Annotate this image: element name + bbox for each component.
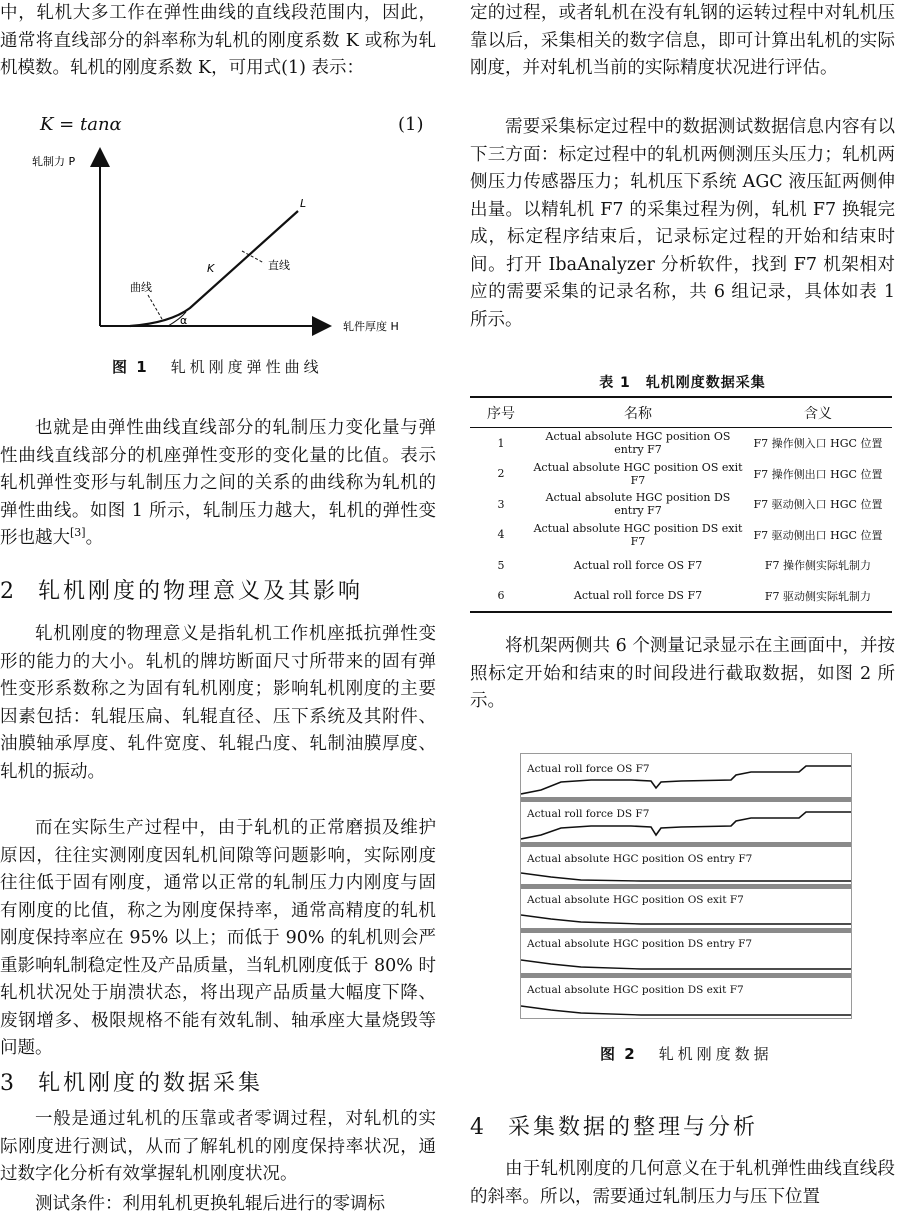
trace-hgc-os-exit: [521, 889, 851, 928]
header-meaning: 含义: [744, 397, 892, 428]
paragraph-elastic-curve-end: 。: [85, 528, 104, 548]
cell-meaning: F7 操作侧入口 HGC 位置: [753, 437, 883, 451]
curve-leader: [148, 295, 162, 319]
cell-meaning: F7 驱动侧入口 HGC 位置: [753, 498, 883, 512]
section-2-title: 轧机刚度的物理意义及其影响: [38, 579, 364, 604]
cell-meaning: F7 驱动侧出口 HGC 位置: [753, 528, 883, 542]
section-4-heading: [470, 1110, 758, 1141]
cell-name: Actual absolute HGC position OS entry F7: [545, 430, 731, 457]
paragraph-stiffness-coefficient: 中，轧机大多工作在弹性曲线的直线段范围内，因此，通常将直线部分的斜率称为轧机的刚度系数 K 或称为轧机模数。轧机的刚度系数 K，可用式(1) 表示：: [0, 3, 436, 78]
label-l: L: [300, 197, 307, 210]
paragraph-collection-content: 需要采集标定过程中的数据测试数据信息内容有以下三方面：标定过程中的轧机两侧测压头压力；轧机两侧压力传感器压力；轧机压下系统 AGC 液压缸两侧伸出量。以精轧机 F7 的采集过程为例，轧机 F7 换辊完成，标定程序结束后，记录标定过程的开始和结束时间。打开 IbaAnalyzer 分析软件，找到 F7 机架相对应的需要采集的记录名称，共 6 组记录，具体如表 1 所示。: [470, 117, 895, 330]
table-row: [470, 550, 892, 581]
section-3-heading: [0, 1066, 263, 1097]
section-3-title: 轧机刚度的数据采集: [38, 1071, 264, 1096]
table-1-stiffness-data: [470, 396, 892, 613]
formula-number: (1): [398, 114, 424, 135]
paragraph-elastic-curve: [0, 415, 436, 553]
figure-1-caption-text: 轧机刚度弹性曲线: [170, 358, 323, 376]
figure-2-caption-number: 图 2: [600, 1045, 637, 1063]
table-header-row: [470, 397, 892, 428]
y-axis-label: 轧制力 P: [32, 155, 76, 168]
table-row: [470, 459, 892, 490]
section-2-heading: [0, 574, 363, 605]
header-index: 序号: [470, 397, 532, 428]
figure-1-caption: [112, 356, 323, 377]
figure-2-caption-text: 轧机刚度数据: [658, 1045, 773, 1063]
cell-index: 1: [497, 436, 505, 450]
cell-name: Actual absolute HGC position DS entry F7: [545, 491, 731, 518]
figure-2-caption: [600, 1043, 773, 1064]
trace-line-roll-force-os: [521, 754, 851, 797]
figure-2-trace-screenshot: [520, 753, 852, 1019]
cell-name: Actual absolute HGC position DS exit F7: [533, 521, 743, 548]
trace-line-hgc-os-entry: [521, 847, 851, 884]
trace-line-hgc-ds-exit: [521, 978, 851, 1018]
paragraph-data-collection-method: 一般是通过轧机的压靠或者零调过程，对轧机的实际刚度进行测试，从而了解轧机的刚度保持率状况，通过数字化分析有效掌握轧机刚度状况。: [0, 1109, 436, 1184]
cell-meaning: F7 操作侧实际轧制力: [764, 559, 872, 573]
cell-index: 4: [497, 528, 505, 542]
table-1-title: 表 1 轧机刚度数据采集: [599, 375, 766, 391]
trace-hgc-ds-entry: [521, 933, 851, 973]
trace-roll-force-os: [521, 754, 851, 797]
formula-k-tan-alpha: K = tanα: [40, 114, 122, 135]
paragraph-physical-meaning: 轧机刚度的物理意义是指轧机工作机座抵抗弹性变形的能力的大小。轧机的牌坊断面尺寸所带来的固有弹性变形系数称之为固有轧机刚度；影响轧机刚度的主要因素包括：轧辊压扁、轧辊直径、压下系统及其附件、油膜轴承厚度、轧件宽度、轧辊凸度、轧制油膜厚度、轧机的振动。: [0, 624, 436, 782]
table-row: [470, 520, 892, 551]
cell-index: 3: [497, 497, 505, 511]
paragraph-elastic-curve-text: 也就是由弹性曲线直线部分的轧制压力变化量与弹性曲线直线部分的机座弹性变形的变化量的比值。表示轧机弹性变形与轧制压力之间的关系的曲线称为轧机的弹性曲线。如图 1 所示，轧制压力越大，轧机的弹性变形也越大: [0, 418, 436, 548]
label-straight-line: 直线: [268, 259, 290, 272]
label-k: K: [207, 262, 215, 275]
table-row: [470, 489, 892, 520]
trace-label-hgc-ds-exit: Actual absolute HGC position DS exit F7: [527, 984, 744, 996]
paragraph-data-analysis: 由于轧机刚度的几何意义在于轧机弹性曲线直线段的斜率。所以，需要通过轧制压力与压下位置: [470, 1159, 895, 1207]
table-row: [470, 581, 892, 613]
cell-index: 6: [470, 581, 532, 613]
cell-index: 2: [497, 467, 505, 481]
trace-label-hgc-ds-entry: Actual absolute HGC position DS entry F7: [527, 938, 753, 950]
label-curve: 曲线: [130, 281, 152, 294]
label-alpha: α: [180, 314, 188, 327]
trace-hgc-ds-exit: [521, 978, 851, 1018]
cell-meaning: F7 驱动侧实际轧制力: [744, 581, 892, 613]
paragraph-display-records: 将机架两侧共 6 个测量记录显示在主画面中，并按照标定开始和结束的时间段进行截取数据，如图 2 所示。: [470, 636, 895, 711]
cell-name: Actual absolute HGC position OS exit F7: [533, 460, 743, 487]
citation-3: [3]: [70, 526, 86, 540]
section-4-number: 4: [470, 1115, 487, 1140]
trace-label-hgc-os-exit: Actual absolute HGC position OS exit F7: [527, 894, 744, 906]
x-axis-label: 轧件厚度 H: [343, 320, 399, 333]
table-row: [470, 428, 892, 459]
trace-line-hgc-os-exit: [521, 889, 851, 928]
trace-hgc-os-entry: [521, 847, 851, 884]
trace-label-roll-force-ds: Actual roll force DS F7: [527, 808, 650, 820]
section-3-number: 3: [0, 1071, 17, 1096]
cell-name: Actual roll force OS F7: [573, 558, 703, 572]
trace-label-roll-force-os: Actual roll force OS F7: [527, 763, 650, 775]
paragraph-stiffness-retention: 而在实际生产过程中，由于轧机的正常磨损及维护原因，往往实测刚度因轧机间隙等问题影响，实际刚度往往低于固有刚度，通常以正常的轧制压力内刚度与固有刚度的比值，称之为刚度保持率，通常高精度的轧机刚度保持率应在 95% 以上；而低于 90% 的轧机则会严重影响轧制稳定性及产品质量，当轧机刚度低于 80% 时轧机状况处于崩溃状态，将出现产品质量大幅度下降、废钢增多、极限规格不能有效轧制、轴承座大量烧毁等问题。: [0, 818, 436, 1058]
trace-line-hgc-ds-entry: [521, 933, 851, 973]
cell-name: Actual roll force DS F7: [532, 581, 744, 613]
trace-line-roll-force-ds: [521, 802, 851, 842]
trace-label-hgc-os-entry: Actual absolute HGC position OS entry F7: [527, 853, 753, 865]
section-4-title: 采集数据的整理与分析: [508, 1115, 759, 1140]
figure-1-caption-number: 图 1: [112, 358, 149, 376]
paragraph-test-conditions: 测试条件：利用轧机更换轧辊后进行的零调标: [35, 1194, 385, 1214]
section-2-number: 2: [0, 579, 17, 604]
cell-meaning: F7 操作侧出口 HGC 位置: [753, 467, 883, 481]
figure-1-elastic-curve: [30, 143, 435, 343]
cell-index: 5: [497, 558, 505, 572]
trace-roll-force-ds: [521, 802, 851, 842]
header-name: 名称: [532, 397, 744, 428]
paragraph-calibration-process: 定的过程，或者轧机在没有轧钢的运转过程中对轧机压靠以后，采集相关的数字信息，即可计算出轧机的实际刚度，并对轧机当前的实际精度状况进行评估。: [470, 3, 895, 78]
